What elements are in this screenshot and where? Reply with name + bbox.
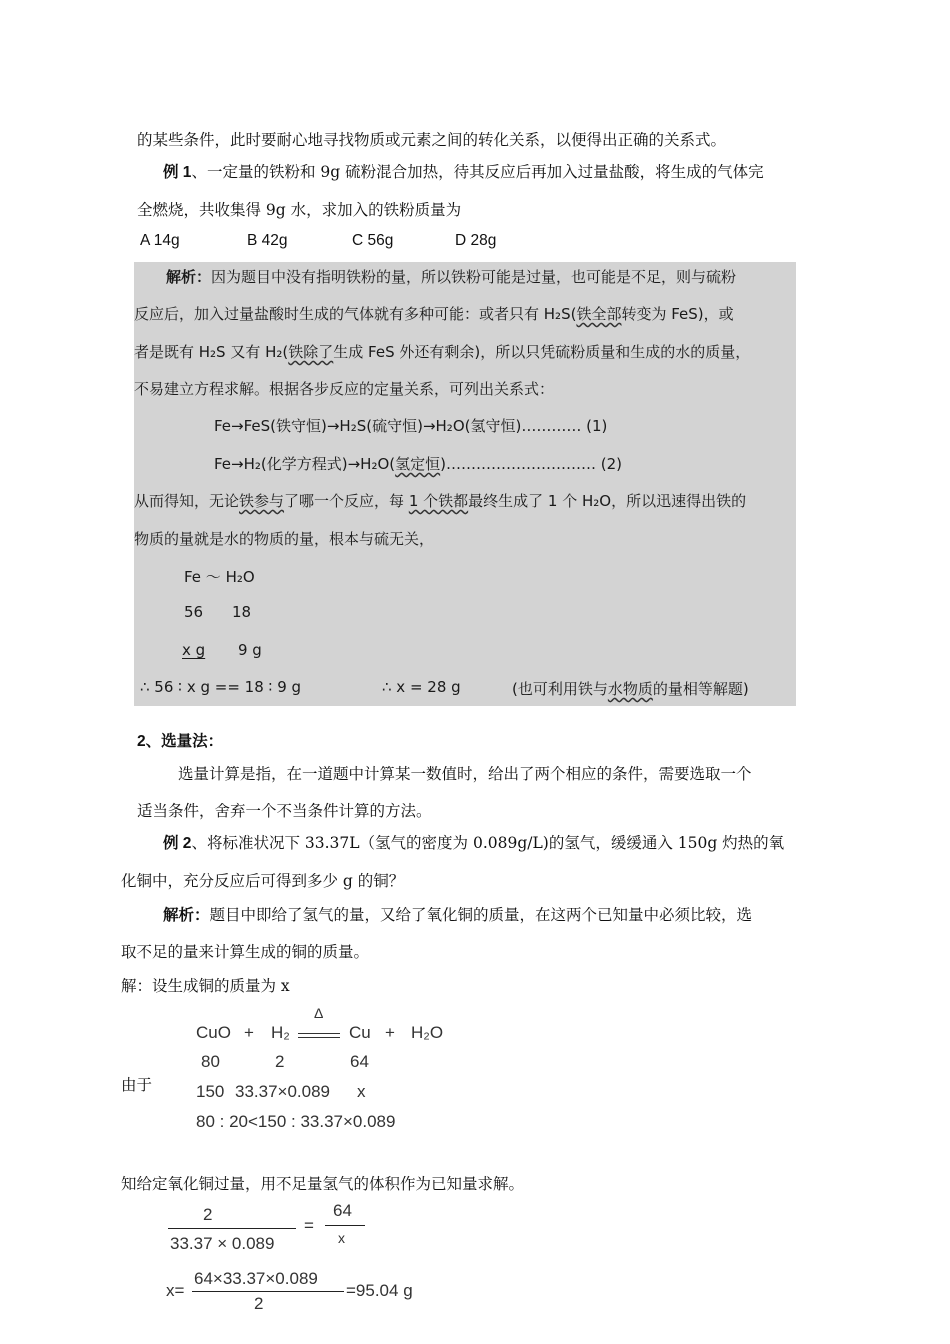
x-result: =95.04 g: [346, 1281, 413, 1300]
reaction-row3-150: 150: [196, 1082, 225, 1101]
analysis1-box: [134, 262, 796, 706]
final-ratio: ∴ 56 ∶ x g == 18 ∶ 9 g: [140, 678, 302, 696]
frac2-bar: [325, 1225, 365, 1226]
analysis1-line5: 从而得知，无论铁参与了哪一个反应，每 1 个铁都最终生成了 1 个 H₂O，所以迅速得出铁的: [134, 492, 747, 510]
intro-text: 的某些条件，此时要耐心地寻找物质或元素之间的转化关系，以便得出正确的关系式。: [137, 131, 727, 149]
relation-9g: 9 g: [238, 641, 262, 659]
reaction-arrow-line1: [298, 1033, 340, 1034]
youyu-label: 由于: [121, 1076, 153, 1094]
reaction-row4: 80 : 20<150 : 33.37×0.089: [196, 1112, 396, 1131]
reaction-plus2: +: [385, 1023, 395, 1042]
conclusion: 知给定氧化铜过量，用不足量氢气的体积作为已知量求解。: [121, 1175, 525, 1193]
reaction-row2-80: 80: [201, 1052, 220, 1071]
analysis1-label: 解析：: [166, 268, 212, 286]
analysis2-line1: 解析：题目中即给了氢气的量，又给了氧化铜的质量，在这两个已知量中必须比较，选: [163, 905, 753, 924]
example1-text2: 全燃烧，共收集得 9g 水，求加入的铁粉质量为: [137, 201, 462, 219]
reaction-h2o: H₂O: [411, 1023, 444, 1042]
example2-text2: 化铜中，充分反应后可得到多少 g 的铜？: [121, 872, 405, 890]
x-numerator: 64×33.37×0.089: [194, 1269, 318, 1288]
example1-option-c: C 56g: [352, 232, 394, 249]
analysis1-line4: 不易建立方程求解。根据各步反应的定量关系，可列出关系式：: [134, 380, 555, 398]
analysis2-label: 解析：: [163, 905, 210, 924]
relation-eq2: Fe→H₂(化学方程式)→H₂O(氢定恒)………………………… (2): [214, 455, 623, 473]
section2-p1: 选量计算是指，在一道题中计算某一数值时，给出了两个相应的条件，需要选取一个: [178, 765, 752, 783]
example1-option-a: A 14g: [140, 232, 180, 249]
reaction-row3-x: x: [357, 1082, 366, 1101]
reaction-row3-h2: 33.37×0.089: [235, 1082, 331, 1101]
example1-text1: 、一定量的铁粉和 9g 硫粉混合加热，待其反应后再加入过量盐酸，将生成的气体完: [191, 163, 764, 181]
reaction-arrow-line2: [298, 1037, 340, 1038]
frac2-numerator: 64: [333, 1201, 352, 1220]
section2-p2: 适当条件，舍弃一个不当条件计算的方法。: [137, 802, 432, 820]
reaction-plus1: +: [244, 1023, 254, 1042]
relation-fe-h2o: Fe ～ H₂O: [184, 568, 255, 586]
relation-eq1: Fe→FeS(铁守恒)→H₂S(硫守恒)→H₂O(氢守恒)………… (1): [214, 417, 608, 435]
frac2-denominator: x: [338, 1230, 345, 1246]
relation-xg: x g: [182, 641, 206, 659]
solution-intro: 解：设生成铜的质量为 x: [121, 977, 290, 995]
analysis2-text2: 取不足的量来计算生成的铜的质量。: [121, 943, 370, 961]
example2-label: 例 2: [163, 835, 192, 852]
reaction-h2: H₂: [271, 1023, 290, 1042]
final-note: (也可利用铁与水物质的量相等解题): [512, 680, 749, 698]
relation-18: 18: [232, 603, 252, 621]
reaction-cu: Cu: [349, 1023, 371, 1042]
analysis1-line1: 解析：因为题目中没有指明铁粉的量，所以铁粉可能是过量，也可能是不足，则与硫粉: [166, 268, 737, 286]
x-lhs: x=: [166, 1281, 185, 1300]
example1-option-b: B 42g: [247, 232, 288, 249]
relation-56: 56: [184, 603, 204, 621]
example1-label: 例 1: [163, 164, 192, 181]
analysis1-line3: 者是既有 H₂S 又有 H₂(铁除了生成 FeS 外还有剩余)，所以只凭硫粉质量和生成的水的质量，: [134, 343, 751, 361]
x-bar: [192, 1291, 344, 1292]
final-x: ∴ x = 28 g: [382, 678, 461, 696]
example1-option-d: D 28g: [455, 232, 497, 249]
analysis1-line2: 反应后，加入过量盐酸时生成的气体就有多种可能：或者只有 H₂S(铁全部转变为 FeS)，或: [134, 305, 734, 323]
section2-title: 2、选量法：: [137, 733, 224, 750]
frac1-numerator: 2: [203, 1205, 213, 1224]
frac-equals: =: [304, 1216, 314, 1235]
reaction-row2-2: 2: [275, 1052, 285, 1071]
frac1-denominator: 33.37 × 0.089: [170, 1234, 275, 1253]
reaction-cuo: CuO: [196, 1023, 231, 1042]
example2-line1: 例 2、将标准状况下 33.37L（氢气的密度为 0.089g/L)的氢气，缓缓通入 150g 灼热的氧: [163, 834, 785, 852]
reaction-row2-64: 64: [350, 1052, 369, 1071]
frac1-bar: [168, 1228, 296, 1229]
analysis1-line6: 物质的量就是水的物质的量，根本与硫无关，: [134, 530, 435, 548]
reaction-delta: Δ: [314, 1005, 324, 1021]
example1-line1: [163, 160, 764, 182]
x-denominator: 2: [254, 1294, 264, 1313]
